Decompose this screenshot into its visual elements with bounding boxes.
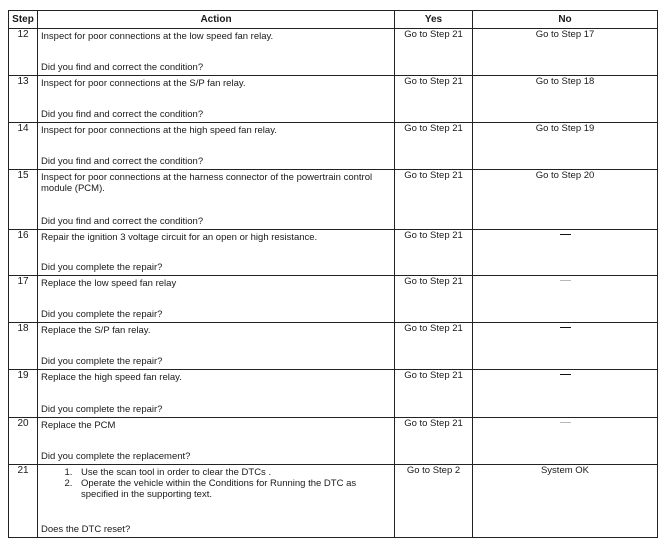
action-text: Replace the low speed fan relay bbox=[41, 278, 177, 289]
step-number: 17 bbox=[9, 276, 38, 323]
no-result bbox=[473, 230, 658, 276]
table-row bbox=[9, 323, 658, 370]
yes-result: Go to Step 21 bbox=[395, 370, 473, 418]
yes-result: Go to Step 21 bbox=[395, 230, 473, 276]
action-cell bbox=[38, 29, 395, 76]
action-question: Did you find and correct the condition? bbox=[41, 156, 204, 167]
table-row bbox=[9, 123, 658, 170]
step-number: 15 bbox=[9, 170, 38, 230]
step-number: 21 bbox=[9, 465, 38, 538]
yes-result: Go to Step 21 bbox=[395, 76, 473, 123]
header-step: Step bbox=[9, 11, 38, 29]
action-cell bbox=[38, 123, 395, 170]
dash-mark bbox=[560, 327, 571, 328]
action-list-container bbox=[38, 465, 394, 500]
header-no: No bbox=[473, 11, 658, 29]
action-question: Did you complete the repair? bbox=[41, 356, 163, 367]
action-text: Replace the PCM bbox=[41, 420, 116, 431]
action-text: Replace the high speed fan relay. bbox=[41, 372, 182, 383]
table-row bbox=[9, 276, 658, 323]
no-result bbox=[473, 323, 658, 370]
action-cell bbox=[38, 418, 395, 465]
action-cell bbox=[38, 276, 395, 323]
dash-mark bbox=[560, 234, 571, 235]
no-result: Go to Step 20 bbox=[473, 170, 658, 230]
no-result bbox=[473, 370, 658, 418]
yes-result: Go to Step 21 bbox=[395, 29, 473, 76]
header-action: Action bbox=[38, 11, 395, 29]
action-question: Did you find and correct the condition? bbox=[41, 109, 204, 120]
yes-result: Go to Step 21 bbox=[395, 418, 473, 465]
table-row bbox=[9, 230, 658, 276]
action-list-item: 1. Use the scan tool in order to clear the DTCs . bbox=[75, 467, 392, 478]
action-question: Did you complete the repair? bbox=[41, 404, 163, 415]
action-question: Does the DTC reset? bbox=[41, 524, 131, 535]
header-row bbox=[9, 11, 658, 29]
action-cell bbox=[38, 170, 395, 230]
yes-result: Go to Step 21 bbox=[395, 276, 473, 323]
table-row bbox=[9, 418, 658, 465]
action-cell bbox=[38, 76, 395, 123]
step-number: 18 bbox=[9, 323, 38, 370]
no-result: Go to Step 19 bbox=[473, 123, 658, 170]
action-cell bbox=[38, 370, 395, 418]
action-cell bbox=[38, 230, 395, 276]
action-text: Replace the S/P fan relay. bbox=[41, 325, 151, 336]
no-result: System OK bbox=[473, 465, 658, 538]
action-text: Repair the ignition 3 voltage circuit for an open or high resistance. bbox=[41, 232, 318, 243]
dash-mark bbox=[560, 422, 571, 423]
table-row bbox=[9, 29, 658, 76]
step-number: 19 bbox=[9, 370, 38, 418]
step-number: 20 bbox=[9, 418, 38, 465]
step-number: 14 bbox=[9, 123, 38, 170]
action-text: Inspect for poor connections at the high speed fan relay. bbox=[41, 125, 277, 136]
no-result bbox=[473, 418, 658, 465]
action-cell bbox=[38, 465, 395, 538]
step-number: 16 bbox=[9, 230, 38, 276]
action-question: Did you find and correct the condition? bbox=[41, 62, 204, 73]
action-cell bbox=[38, 323, 395, 370]
action-text: Inspect for poor connections at the low speed fan relay. bbox=[41, 31, 274, 42]
yes-result: Go to Step 2 bbox=[395, 465, 473, 538]
no-result: Go to Step 18 bbox=[473, 76, 658, 123]
dash-mark bbox=[560, 374, 571, 375]
dash-mark bbox=[560, 280, 571, 281]
diagnostic-table bbox=[8, 10, 658, 538]
table-row bbox=[9, 370, 658, 418]
no-result bbox=[473, 276, 658, 323]
action-text: Inspect for poor connections at the S/P fan relay. bbox=[41, 78, 246, 89]
yes-result: Go to Step 21 bbox=[395, 170, 473, 230]
no-result: Go to Step 17 bbox=[473, 29, 658, 76]
action-question: Did you complete the repair? bbox=[41, 262, 163, 273]
table-row bbox=[9, 170, 658, 230]
yes-result: Go to Step 21 bbox=[395, 323, 473, 370]
table-row bbox=[9, 465, 658, 538]
action-question: Did you find and correct the condition? bbox=[41, 216, 204, 227]
action-question: Did you complete the replacement? bbox=[41, 451, 191, 462]
header-yes: Yes bbox=[395, 11, 473, 29]
action-list bbox=[41, 467, 392, 500]
yes-result: Go to Step 21 bbox=[395, 123, 473, 170]
table-row bbox=[9, 76, 658, 123]
action-list-item: 2. Operate the vehicle within the Conditions for Running the DTC as specified in the supporting text. bbox=[75, 478, 392, 500]
action-text: Inspect for poor connections at the harness connector of the powertrain control module (PCM). bbox=[41, 172, 373, 194]
step-number: 13 bbox=[9, 76, 38, 123]
action-question: Did you complete the repair? bbox=[41, 309, 163, 320]
step-number: 12 bbox=[9, 29, 38, 76]
